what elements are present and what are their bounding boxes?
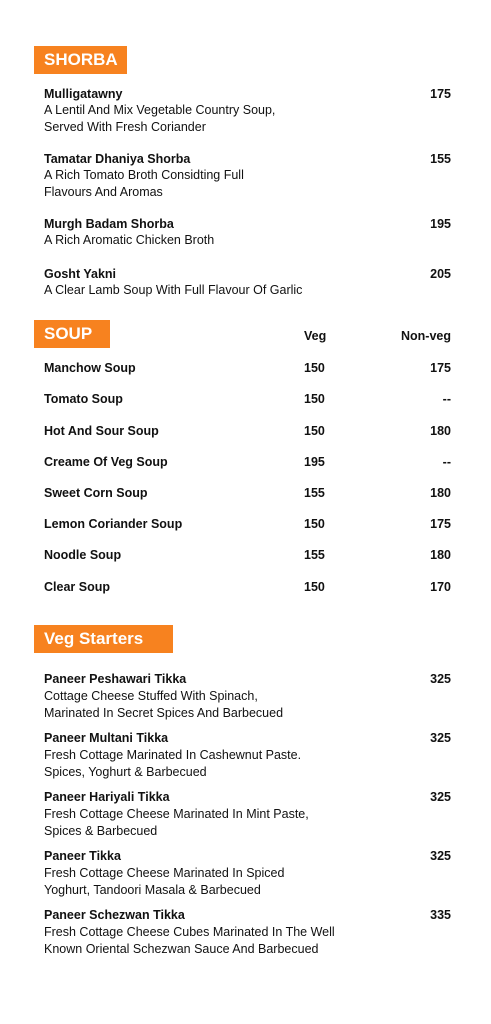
soup-nonveg-price: 180 [430,424,451,438]
item-name: Gosht Yakni [44,267,117,281]
item-description: Fresh Cottage Cheese Cubes Marinated In The Well Known Oriental Schezwan Sauce And Barbecued [44,925,335,956]
item-price: 155 [430,152,451,166]
soup-nonveg-price: 175 [430,361,451,375]
soup-name: Hot And Sour Soup [44,424,159,438]
soup-veg-price: 150 [304,361,325,375]
soup-veg-price: 150 [304,580,325,594]
soup-nonveg-price: 180 [430,548,451,562]
item-description: A Clear Lamb Soup With Full Flavour Of Garlic [44,283,303,297]
veg-column-header: Veg [304,329,327,343]
item-price: 325 [430,731,451,745]
item-price: 335 [430,908,451,922]
item-name: Tamatar Dhaniya Shorba [44,152,191,166]
item-price: 325 [430,672,451,686]
item-name: Murgh Badam Shorba [44,217,174,231]
item-name: Paneer Tikka [44,849,121,863]
soup-name: Tomato Soup [44,392,123,406]
item-price: 325 [430,849,451,863]
nonveg-column-header: Non-veg [401,329,451,343]
section-header-veg-starters: Veg Starters [34,625,173,653]
soup-name: Creame Of Veg Soup [44,455,168,469]
soup-name: Manchow Soup [44,361,136,375]
soup-nonveg-price: -- [442,455,451,469]
item-description: Cottage Cheese Stuffed With Spinach, Marinated In Secret Spices And Barbecued [44,689,284,720]
soup-name: Sweet Corn Soup [44,486,148,500]
soup-veg-price: 155 [304,548,325,562]
soup-nonveg-price: 175 [430,517,451,531]
item-description: Fresh Cottage Cheese Marinated In Spiced Yoghurt, Tandoori Masala & Barbecued [44,866,285,897]
section-header-soup: SOUP [34,320,110,348]
soup-veg-price: 150 [304,392,325,406]
item-name: Paneer Peshawari Tikka [44,672,187,686]
item-price: 205 [430,267,451,281]
item-price: 325 [430,790,451,804]
soup-nonveg-price: 180 [430,486,451,500]
soup-veg-price: 155 [304,486,325,500]
item-name: Mulligatawny [44,87,123,101]
item-name: Paneer Schezwan Tikka [44,908,185,922]
item-description: A Rich Tomato Broth Considting Full Flavours And Aromas [44,168,244,199]
item-description: A Rich Aromatic Chicken Broth [44,233,215,247]
soup-name: Clear Soup [44,580,110,594]
item-description: Fresh Cottage Cheese Marinated In Mint Paste, Spices & Barbecued [44,807,309,838]
soup-veg-price: 150 [304,424,325,438]
soup-veg-price: 150 [304,517,325,531]
section-header-shorba: SHORBA [34,46,127,74]
soup-nonveg-price: 170 [430,580,451,594]
soup-name: Noodle Soup [44,548,122,562]
item-name: Paneer Hariyali Tikka [44,790,170,804]
item-price: 195 [430,217,451,231]
soup-nonveg-price: -- [442,392,451,406]
soup-veg-price: 195 [304,455,325,469]
item-description: Fresh Cottage Marinated In Cashewnut Paste. Spices, Yoghurt & Barbecued [44,748,302,779]
soup-name: Lemon Coriander Soup [44,517,183,531]
item-price: 175 [430,87,451,101]
item-description: A Lentil And Mix Vegetable Country Soup, Served With Fresh Coriander [44,103,276,134]
item-name: Paneer Multani Tikka [44,731,169,745]
